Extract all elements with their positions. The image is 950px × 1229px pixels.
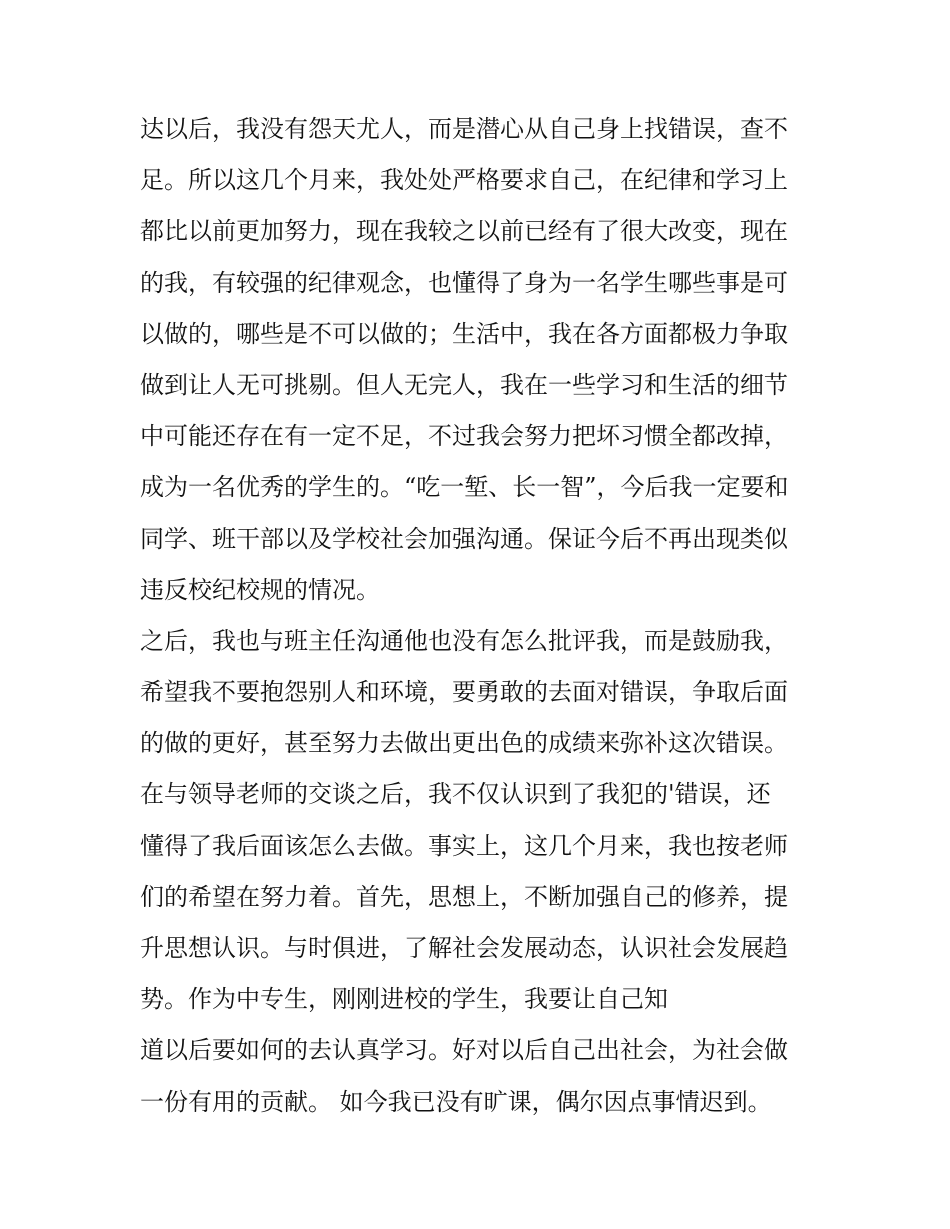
- text-line-14: 在与领导老师的交谈之后，我不仅认识到了我犯的'错误，还: [140, 780, 771, 809]
- text-line-19: 道以后要如何的去认真学习。好对以后自己出社会，为社会做: [140, 1036, 788, 1065]
- text-line-3: 都比以前更加努力，现在我较之以前已经有了很大改变，现在: [140, 217, 788, 246]
- text-line-9: 同学、班干部以及学校社会加强沟通。保证今后不再出现类似: [140, 524, 788, 553]
- text-line-12: 希望我不要抱怨别人和环境，要勇敢的去面对错误，争取后面: [140, 678, 788, 707]
- text-line-2: 足。所以这几个月来，我处处严格要求自己，在纪律和学习上: [140, 166, 788, 195]
- text-line-4: 的我，有较强的纪律观念，也懂得了身为一名学生哪些事是可: [140, 268, 788, 297]
- text-line-8: 成为一名优秀的学生的。“吃一堑、长一智”，今后我一定要和: [140, 473, 789, 502]
- text-line-1: 达以后，我没有怨天尤人，而是潜心从自己身上找错误，查不: [140, 115, 788, 143]
- text-line-10: 违反校纪校规的情况。: [140, 575, 380, 604]
- text-line-20: 一份有用的贡献。 如今我已没有旷课，偶尔因点事情迟到。: [140, 1087, 772, 1116]
- text-line-15: 懂得了我后面该怎么去做。事实上，这几个月来，我也按老师: [140, 831, 788, 860]
- text-line-6: 做到让人无可挑剔。但人无完人，我在一些学习和生活的细节: [140, 370, 788, 399]
- text-line-7: 中可能还存在有一定不足，不过我会努力把坏习惯全都改掉，: [140, 422, 788, 451]
- text-line-11: 之后，我也与班主任沟通他也没有怎么批评我，而是鼓励我，: [140, 626, 788, 655]
- text-line-16: 们的希望在努力着。首先，思想上，不断加强自己的修养，提: [140, 882, 788, 911]
- text-line-18: 势。作为中专生，刚刚进校的学生，我要让自己知: [140, 985, 668, 1014]
- text-line-5: 以做的，哪些是不可以做的；生活中，我在各方面都极力争取: [140, 319, 788, 348]
- text-line-13: 的做的更好，甚至努力去做出更出色的成绩来弥补这次错误。: [140, 729, 788, 758]
- document-body: [140, 104, 830, 1128]
- text-line-17: 升思想认识。与时俱进，了解社会发展动态，认识社会发展趋: [140, 934, 788, 962]
